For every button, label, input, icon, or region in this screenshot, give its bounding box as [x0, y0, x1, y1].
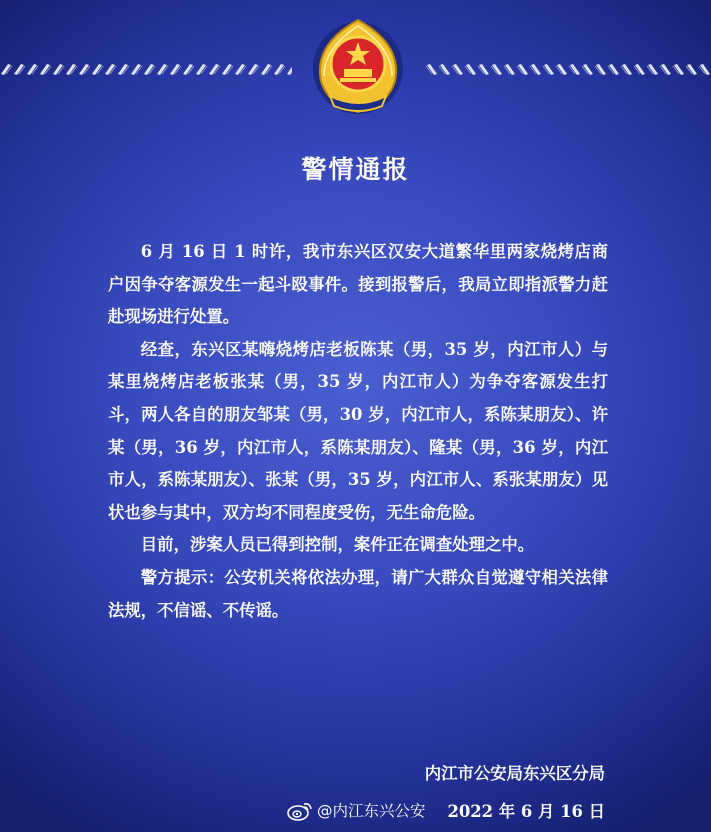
signature-date: 2022 年 6 月 16 日	[447, 802, 605, 821]
paragraph-warning: 警方提示：公安机关将依法办理，请广大群众自觉遵守相关法律法规，不信谣、不传谣。	[108, 567, 608, 620]
paragraph-investigation: 经查，东兴区某嗨烧烤店老板陈某（男，35 岁，内江市人）与某里烧烤店老板张某（男，35 岁，内江市人）为争夺客源发生打斗，两人各自的朋友邹某（男，30 岁，内江市人，系陈某朋友）、许某（男，36 岁，内江市人，系陈某朋友）、隆某（男，36 岁，内江市人，系陈某朋友）、张某（男，35 岁，内江市人、系张某朋友）见状也参与其中，双方均不同程度受伤，无生命危险。	[108, 339, 608, 522]
paragraph-status: 目前，涉案人员已得到控制，案件正在调查处理之中。	[140, 535, 535, 555]
weibo-handle: @内江东兴公安	[316, 802, 426, 820]
paragraph-incident: 6 月 16 日 1 时许，我市东兴区汉安大道繁华里两家烧烤店商户因争夺客源发生一起斗殴事件。接到报警后，我局立即指派警力赶赴现场进行处置。	[108, 242, 608, 327]
footer-row	[287, 790, 605, 830]
header-band	[0, 0, 711, 130]
notice-body	[108, 236, 608, 627]
police-emblem-icon	[310, 14, 406, 116]
grain-wreath-band-right-icon	[425, 62, 711, 76]
weibo-icon	[287, 799, 313, 821]
signature-organization: 内江市公安局东兴区分局	[424, 764, 605, 783]
page-title: 警情通报	[301, 155, 410, 184]
grain-wreath-band-left-icon	[0, 62, 292, 76]
